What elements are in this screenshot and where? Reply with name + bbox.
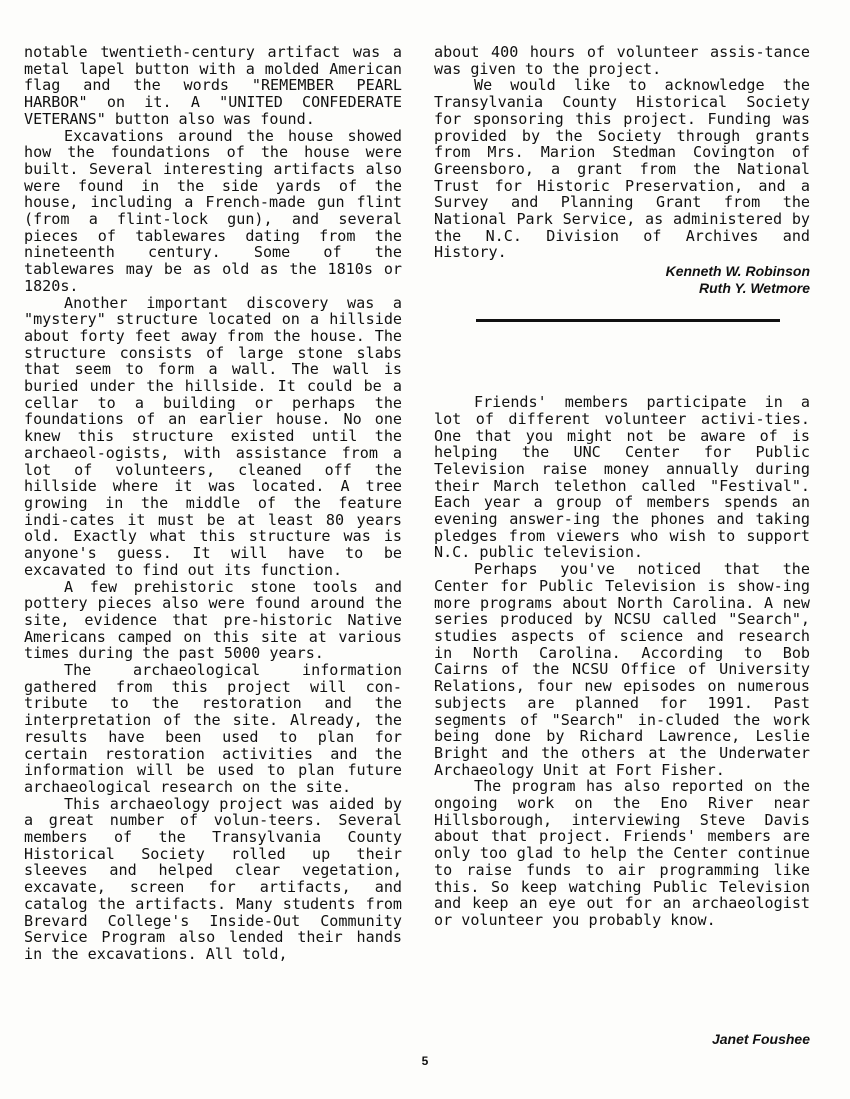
paragraph: This archaeology project was aided by a great number of volun-teers. Several members of the Transylvania County Historical Society rolled up their sleeves and helped clear vegetation, excavate, screen for artifacts, and catalog the artifacts. Many students from Brevard College's Inside-Out Community Service Program also lended their hands in the excavations. All told, [24,794,402,963]
paragraph: Perhaps you've noticed that the Center for Public Television is show-ing more programs about North Carolina. A new series produced by NCSU called "Search", studies aspects of science and research in North Carolina. According to Bob Cairns of the NCSU Office of University Relations, four new episodes on numerous subjects are planned for 1991. Past segments of "Search" in-cluded the work being done by Richard Lawrence, Leslie Bright and the others at the Underwater Archaeology Unit at Fort Fisher. [434,560,810,779]
paragraph: about 400 hours of volunteer assis-tance was given to the project. [434,43,810,78]
page-number: 5 [421,1054,429,1068]
left-column [24,44,402,963]
paragraph: Excavations around the house showed how the foundations of the house were built. Several interesting artifacts also were found in the side yards of the house, including a French-made gun flint (from a flint-lock gun), and several pieces of tablewares dating from the nineteenth century. Some of the tablewares may be as old as the 1810s or 1820s. [24,126,402,295]
author-signature: Kenneth W. Robinson [665,263,810,280]
paragraph: A few prehistoric stone tools and pottery pieces also were found around the site, evidence that pre-historic Native Americans camped on this site at various times during the past 5000 years. [24,577,402,663]
section-divider [476,319,780,322]
author-signature: Ruth Y. Wetmore [699,280,810,297]
right-column [434,44,810,929]
paragraph: Another important discovery was a "mystery" structure located on a hillside about forty feet away from the house. The structure consists of large stone slabs that seem to form a wall. The wall is buried under the hillside. It could be a cellar to a building or perhaps the foundations of an earlier house. No one knew this structure existed until the archaeol-ogists, with assistance from a lot of volunteers, cleaned off the hillside where it was located. A tree growing in the middle of the feature indi-cates it must be at least 80 years old. Exactly what this structure was is anyone's guess. It will have to be excavated to find out its function. [24,293,402,579]
paragraph: notable twentieth-century artifact was a metal lapel button with a molded American flag and the words "REMEMBER PEARL HARBOR" on it. A "UNITED CONFEDERATE VETERANS" button also was found. [24,43,402,128]
spacer [434,322,810,394]
paragraph: The program has also reported on the ongoing work on the Eno River near Hillsborough, interviewing Steve Davis about that project. Friends' members are only too glad to help the Center continue to raise funds to air programming like this. So keep watching Public Television and keep an eye out for an archaeologist or volunteer you probably know. [434,777,810,929]
paragraph: The archaeological information gathered from this project will con-tribute to the restoration and the interpretation of the site. Already, the results have been used to plan for certain restoration activities and the information will be used to plan future archaeological research on the site. [24,661,402,796]
author-signatures [434,263,810,297]
paragraph: We would like to acknowledge the Transylvania County Historical Society for sponsoring this project. Funding was provided by the Society through grants from Mrs. Marion Stedman Covington of Greensboro, a grant from the National Trust for Historic Preservation, and a Survey and Planning Grant from the National Park Service, as administered by the N.C. Division of Archives and History. [434,76,810,262]
paragraph: Friends' members participate in a lot of different volunteer activi-ties. One that you might not be aware of is helping the UNC Center for Public Television raise money annually during their March telethon called "Festival". Each year a group of members spends an evening answer-ing the phones and taking pledges from viewers who wish to support N.C. public television. [434,393,810,562]
author-signature: Janet Foushee [711,1031,810,1047]
